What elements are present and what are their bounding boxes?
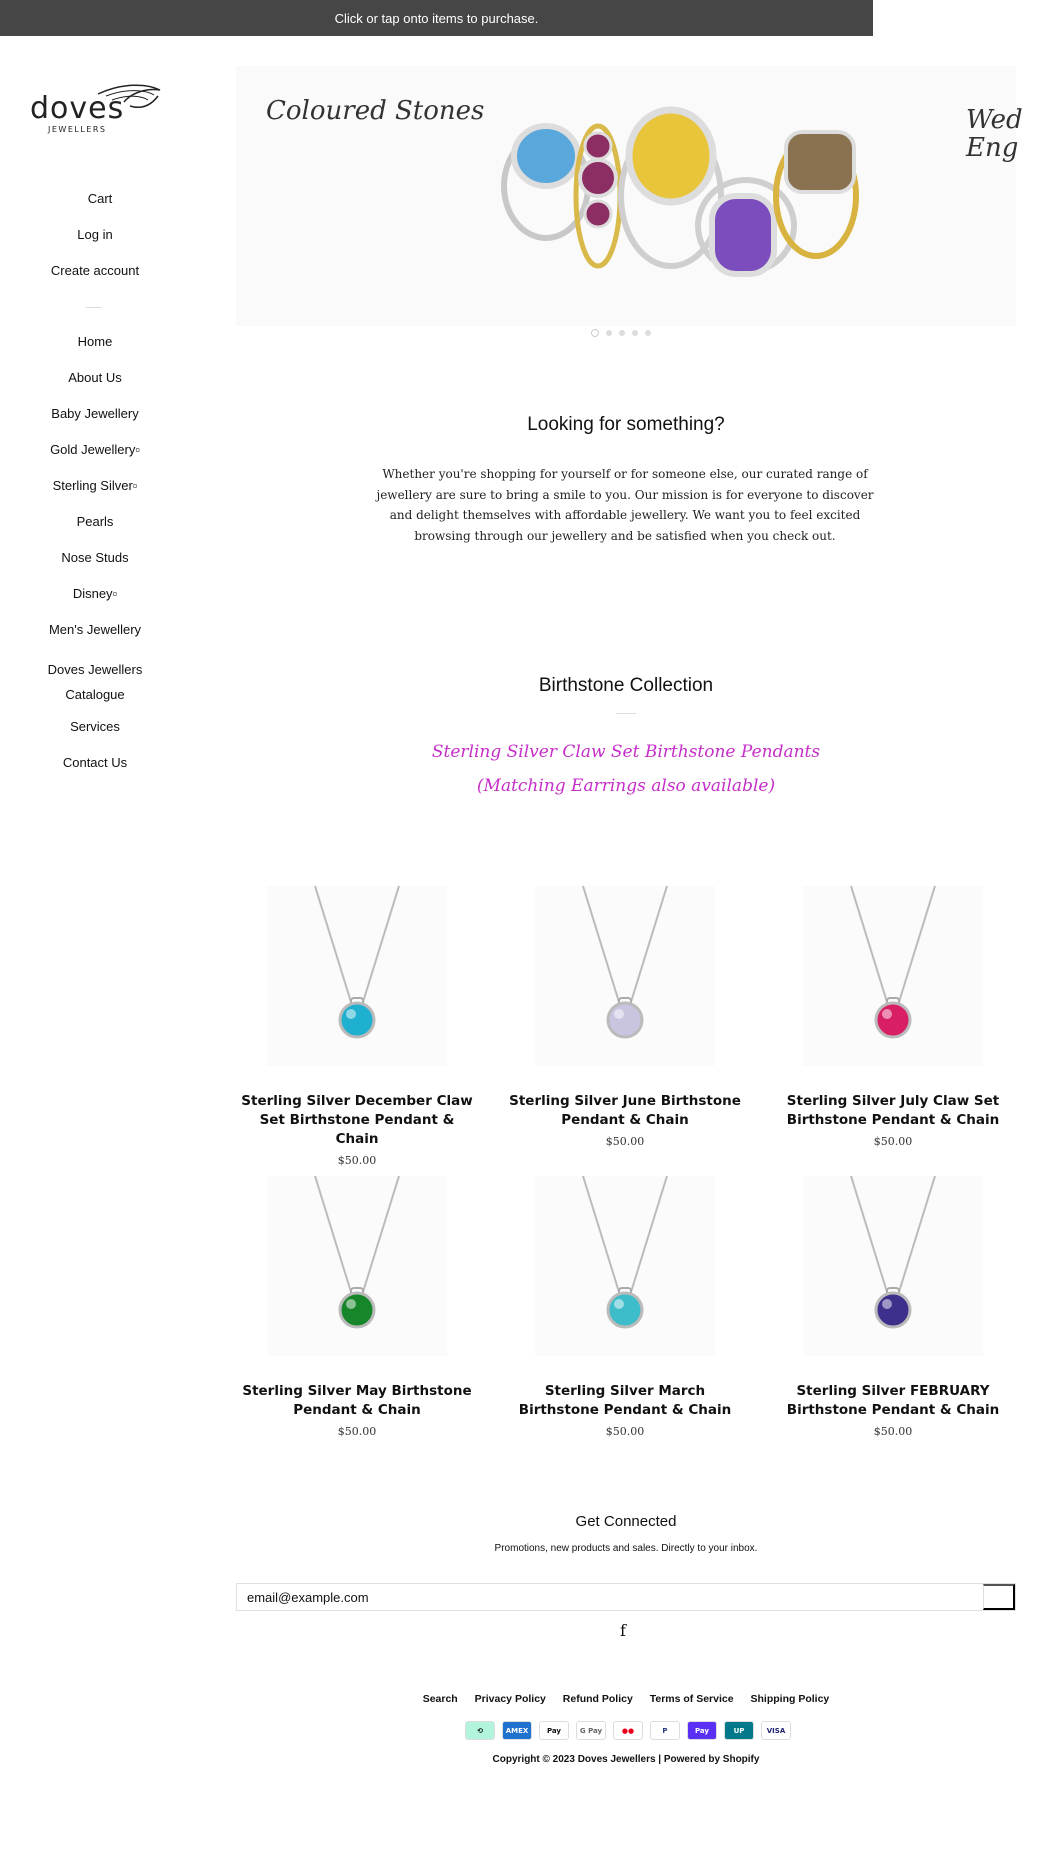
payment-method-icon: P (650, 1721, 680, 1740)
payment-method-icon: AMEX (502, 1721, 532, 1740)
nav-disney-label: Disney (72, 586, 113, 601)
nav-cart[interactable]: Cart (87, 191, 113, 206)
payment-method-icon: Pay (539, 1721, 569, 1740)
intro-heading: Looking for something? (527, 414, 725, 435)
copyright: Copyright © 2023 Doves Jewellers | Powered by Shopify (492, 1754, 760, 1765)
slideshow-dots (591, 330, 651, 337)
nav-about-us[interactable]: About Us (68, 370, 122, 385)
footer-link-privacy-policy[interactable]: Privacy Policy (474, 1693, 546, 1705)
nav-gold-jewellery[interactable] (0, 441, 190, 458)
product-card[interactable] (505, 1092, 745, 1148)
nav-sterling-silver-label: Sterling Silver (52, 478, 133, 493)
product-price: $50.00 (337, 1154, 377, 1167)
payment-icons (465, 1721, 791, 1740)
product-image[interactable] (535, 886, 715, 1066)
hero-next-line1: Wed (966, 105, 1023, 135)
payment-method-icon: G Pay (576, 1721, 606, 1740)
newsletter-heading: Get Connected (575, 1513, 677, 1530)
slide-dot[interactable] (632, 330, 638, 336)
product-image[interactable] (267, 886, 447, 1066)
doves-logo[interactable] (28, 80, 163, 136)
subscribe-button[interactable] (983, 1584, 1015, 1610)
heading-divider (616, 713, 636, 714)
chevron-down-icon: ▫ (132, 478, 138, 493)
footer-link-shipping-policy[interactable]: Shipping Policy (750, 1693, 830, 1705)
nav-home[interactable]: Home (77, 334, 113, 349)
logo-wordmark: doves (30, 91, 125, 126)
payment-method-icon: VISA (761, 1721, 791, 1740)
footer-link-refund-policy[interactable]: Refund Policy (562, 1693, 633, 1705)
payment-method-icon: Pay (687, 1721, 717, 1740)
collection-tagline-2: (Matching Earrings also available) (476, 776, 776, 796)
email-input[interactable] (237, 1584, 983, 1610)
footer-links (236, 1693, 1016, 1705)
payment-method-icon: ●● (613, 1721, 643, 1740)
product-image[interactable] (803, 886, 983, 1066)
slide-dot[interactable] (619, 330, 625, 336)
nav-pearls[interactable]: Pearls (76, 514, 114, 529)
newsletter-subheading: Promotions, new products and sales. Directly to your inbox. (494, 1543, 758, 1554)
collection-tagline: Sterling Silver Claw Set Birthstone Pendants (431, 742, 821, 762)
product-image[interactable] (267, 1176, 447, 1356)
payment-method-icon: ⟲ (465, 1721, 495, 1740)
intro-text: Whether you're shopping for yourself or for someone else, our curated range of jewellery are sure to bring a smile to you. Our mission is for everyone to discover and delight themselves with affordable jewellery. We want you to feel excited browsing through our jewellery and be satisfied when you check out. (376, 467, 874, 543)
product-title[interactable]: Sterling Silver December Claw Set Birthstone Pendant & Chain (241, 1093, 473, 1147)
nav-disney[interactable] (0, 585, 190, 602)
facebook-icon[interactable]: f (620, 1621, 626, 1640)
slide-dot[interactable] (591, 329, 599, 337)
product-title[interactable]: Sterling Silver June Birthstone Pendant & Chain (509, 1093, 741, 1128)
product-title[interactable]: Sterling Silver FEBRUARY Birthstone Pendant & Chain (786, 1383, 1000, 1418)
chevron-down-icon: ▫ (135, 442, 140, 457)
nav-mens-jewellery[interactable]: Men's Jewellery (48, 622, 142, 637)
nav-create-account[interactable]: Create account (50, 263, 140, 278)
nav-sterling-silver[interactable] (0, 477, 190, 494)
product-price: $50.00 (873, 1425, 913, 1438)
nav-catalogue[interactable]: Doves Jewellers Catalogue (47, 662, 143, 702)
product-card[interactable] (237, 1382, 477, 1438)
product-image[interactable] (535, 1176, 715, 1356)
product-price: $50.00 (605, 1135, 645, 1148)
nav-log-in[interactable]: Log in (77, 227, 113, 242)
payment-method-icon: UP (724, 1721, 754, 1740)
nav-nose-studs[interactable]: Nose Studs (61, 550, 129, 565)
product-title[interactable]: Sterling Silver May Birthstone Pendant & Chain (242, 1383, 472, 1418)
newsletter-form (236, 1583, 1016, 1611)
product-price: $50.00 (337, 1425, 377, 1438)
nav-baby-jewellery[interactable]: Baby Jewellery (51, 406, 139, 421)
footer-link-terms-of-service[interactable]: Terms of Service (649, 1693, 734, 1705)
product-price: $50.00 (873, 1135, 913, 1148)
product-card[interactable] (237, 1092, 477, 1167)
nav-services[interactable]: Services (70, 719, 120, 734)
nav-gold-jewellery-label: Gold Jewellery (50, 442, 136, 457)
nav-divider (86, 307, 102, 308)
logo-subtitle: JEWELLERS (48, 125, 107, 134)
chevron-down-icon: ▫ (112, 586, 118, 601)
hero-next-slide-title (966, 106, 1023, 162)
product-image[interactable] (803, 1176, 983, 1356)
product-card[interactable] (773, 1092, 1013, 1148)
product-title[interactable]: Sterling Silver March Birthstone Pendant & Chain (518, 1383, 732, 1418)
rings-image (476, 86, 906, 326)
product-card[interactable] (773, 1382, 1013, 1438)
hero-slideshow[interactable] (236, 66, 1023, 326)
product-price: $50.00 (605, 1425, 645, 1438)
product-card[interactable] (505, 1382, 745, 1438)
hero-next-line2: Eng (966, 133, 1019, 163)
nav-contact-us[interactable]: Contact Us (62, 755, 128, 770)
collection-heading: Birthstone Collection (538, 675, 714, 696)
footer-link-search[interactable]: Search (422, 1693, 458, 1705)
announcement-text: Click or tap onto items to purchase. (334, 10, 539, 26)
slide-dot[interactable] (645, 330, 651, 336)
hero-title: Coloured Stones (266, 96, 485, 126)
announcement-bar (0, 0, 873, 36)
slide-dot[interactable] (606, 330, 612, 336)
product-title[interactable]: Sterling Silver July Claw Set Birthstone Pendant & Chain (786, 1093, 1000, 1128)
